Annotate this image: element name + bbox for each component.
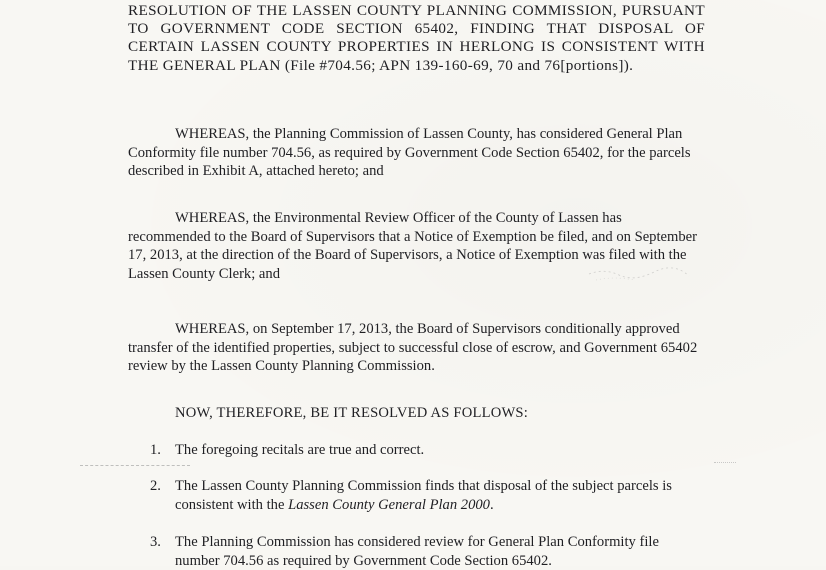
scan-artifact-line bbox=[80, 465, 190, 466]
whereas-paragraph-2: WHEREAS, the Environmental Review Officer of the County of Lassen has recommended to the Board of Supervisors that a Notice of Exemption be filed, and on September 17, 2013, at the direction of the Board of Supervisors, a Notice of Exemption was filed with the Lassen County Clerk; and bbox=[128, 210, 697, 282]
scan-artifact-dots bbox=[714, 462, 736, 463]
item-text: The foregoing recitals are true and correct. bbox=[175, 442, 425, 458]
whereas-paragraph-3: WHEREAS, on September 17, 2013, the Board of Supervisors conditionally approved transfer of the identified properties, subject to successful close of escrow, and Government 65402 review by the Lassen County Planning Commission. bbox=[128, 321, 698, 375]
resolution-item-1 bbox=[150, 441, 706, 460]
general-plan-title: Lassen County General Plan 2000 bbox=[288, 496, 490, 513]
scan-smudge bbox=[584, 262, 694, 282]
item-text bbox=[175, 477, 706, 514]
resolved-heading: NOW, THEREFORE, BE IT RESOLVED AS FOLLOWS: bbox=[175, 405, 529, 421]
resolution-title: RESOLUTION OF THE LASSEN COUNTY PLANNING COMMISSION, PURSUANT TO GOVERNMENT CODE SECTION 65402, FINDING THAT DISPOSAL OF CERTAIN LASSEN COUNTY PROPERTIES IN HERLONG IS CONSISTENT WITH THE GENERAL PLAN (File #704.56; APN 139-160-69, 70 and 76[portions]). bbox=[128, 2, 705, 74]
whereas-paragraph-1: WHEREAS, the Planning Commission of Lassen County, has considered General Plan Conformity file number 704.56, as required by Government Code Section 65402, for the parcels described in Exhibit A, attached hereto; and bbox=[128, 126, 691, 180]
resolution-item-3 bbox=[150, 533, 706, 570]
item-number: 2. bbox=[150, 478, 161, 494]
resolution-item-2 bbox=[150, 477, 706, 514]
item-number: 3. bbox=[150, 534, 161, 550]
item-text: The Planning Commission has considered review for General Plan Conformity file number 704.56 as required by Government Code Section 65402. bbox=[175, 534, 659, 569]
item-text-plain: The Lassen County Planning Commission finds that disposal of the subject parcels is consistent with the bbox=[175, 478, 672, 513]
item-text-end: . bbox=[489, 496, 494, 513]
item-number: 1. bbox=[150, 442, 161, 458]
